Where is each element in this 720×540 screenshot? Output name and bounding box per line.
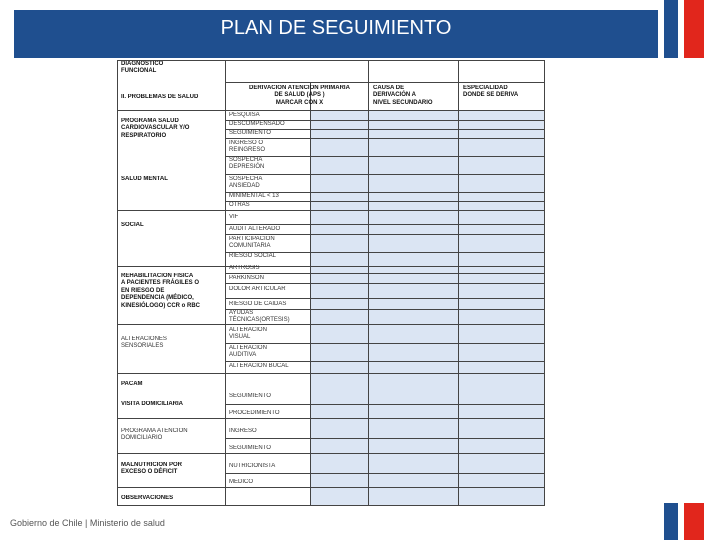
section-rehabilitacion: REHABILITACIÓN FÍSICA A PACIENTES FRÁGILES O EN RIESGO DE DEPENDENCIA (MÉDICO, KINESIÓLOGO) CCR o RBC: [121, 273, 200, 309]
item-procedimiento: PROCEDIMIENTO: [229, 410, 280, 416]
item-alteracion-auditiva: ALTERACIÓN AUDITIVA: [229, 345, 267, 359]
section-malnutricion: MALNUTRICIÓN POR EXCESO O DÉFICIT: [121, 462, 182, 476]
section-domiciliario: PROGRAMA ATENCIÓN DOMICILIARIO: [121, 428, 188, 442]
section-social: SOCIAL: [121, 222, 144, 228]
item-ingreso-domiciliario: INGRESO: [229, 428, 257, 434]
page-title: PLAN DE SEGUIMIENTO: [220, 17, 452, 39]
section-observaciones: OBSERVACIONES: [121, 495, 174, 501]
item-descompensado: DESCOMPENSADO: [229, 121, 285, 127]
cause-column: [368, 110, 458, 506]
item-audit: AUDIT ALTERADO: [229, 226, 281, 232]
section-sensoriales: ALTERACIONES SENSORIALES: [121, 336, 167, 350]
item-seguimiento-domiciliario: SEGUIMIENTO: [229, 445, 271, 451]
item-riesgo-caidas: RIESGO DE CAÍDAS: [229, 301, 287, 307]
item-sospecha-ansiedad: SOSPECHA ANSIEDAD: [229, 176, 263, 190]
item-artrosis: ARTROSIS: [229, 265, 260, 271]
section-pacam: PACAM: [121, 381, 143, 387]
chile-flag-stripe-bottom: [664, 503, 704, 540]
item-medico: MÉDICO: [229, 479, 253, 485]
section-visita: VISITA DOMICILIARIA: [121, 401, 183, 407]
specialty-column: [458, 110, 544, 506]
item-otras: OTRAS: [229, 202, 250, 208]
item-seguimiento-pacam: SEGUIMIENTO: [229, 393, 271, 399]
section-salud-mental: SALUD MENTAL: [121, 176, 168, 182]
item-alteracion-visual: ALTERACIÓN VISUAL: [229, 327, 267, 341]
follow-up-form: [117, 60, 545, 506]
item-ayudas-tecnicas: AYUDAS TÉCNICAS(ORTESIS): [229, 310, 290, 324]
item-pesquisa: PESQUISA: [229, 112, 260, 118]
page-title-bar: [14, 10, 658, 58]
chile-flag-stripe-top: [664, 0, 704, 58]
item-ingreso-reingreso: INGRESO O REINGRESO: [229, 140, 266, 154]
item-minimental: MINIMENTAL < 13: [229, 193, 279, 199]
item-sospecha-depresion: SOSPECHA DEPRESIÓN: [229, 157, 265, 171]
derivation-column: [310, 110, 368, 506]
specialty-header: ESPECIALIDAD DONDE SE DERIVA: [463, 85, 519, 99]
functional-diagnosis-label: DIAGNÓSTICO FUNCIONAL: [121, 61, 164, 75]
section-respiratorio: PROGRAMA SALUD CARDIOVASCULAR Y/O RESPIRATORIO: [121, 118, 190, 139]
item-seguimiento: SEGUIMIENTO: [229, 130, 271, 136]
cause-header: CAUSA DE DERIVACIÓN A NIVEL SECUNDARIO: [373, 85, 433, 106]
derivation-header: DERIVACIÓN ATENCIÓN PRIMARIA DE SALUD (APS ) MARCAR CON X: [249, 85, 350, 106]
problems-header: II. PROBLEMAS DE SALUD: [121, 94, 199, 100]
item-parkinson: PARKINSON: [229, 275, 264, 281]
item-nutricionista: NUTRICIONISTA: [229, 463, 276, 469]
item-participacion: PARTICIPACIÓN COMUNITARIA: [229, 236, 275, 250]
item-dolor-articular: DOLOR ARTICULAR: [229, 286, 286, 292]
item-riesgo-social: RIESGO SOCIAL: [229, 253, 277, 259]
footer-text: Gobierno de Chile | Ministerio de salud: [10, 518, 165, 528]
item-alteracion-bucal: ALTERACIÓN BUCAL: [229, 363, 289, 369]
item-vif: VIF: [229, 214, 239, 220]
